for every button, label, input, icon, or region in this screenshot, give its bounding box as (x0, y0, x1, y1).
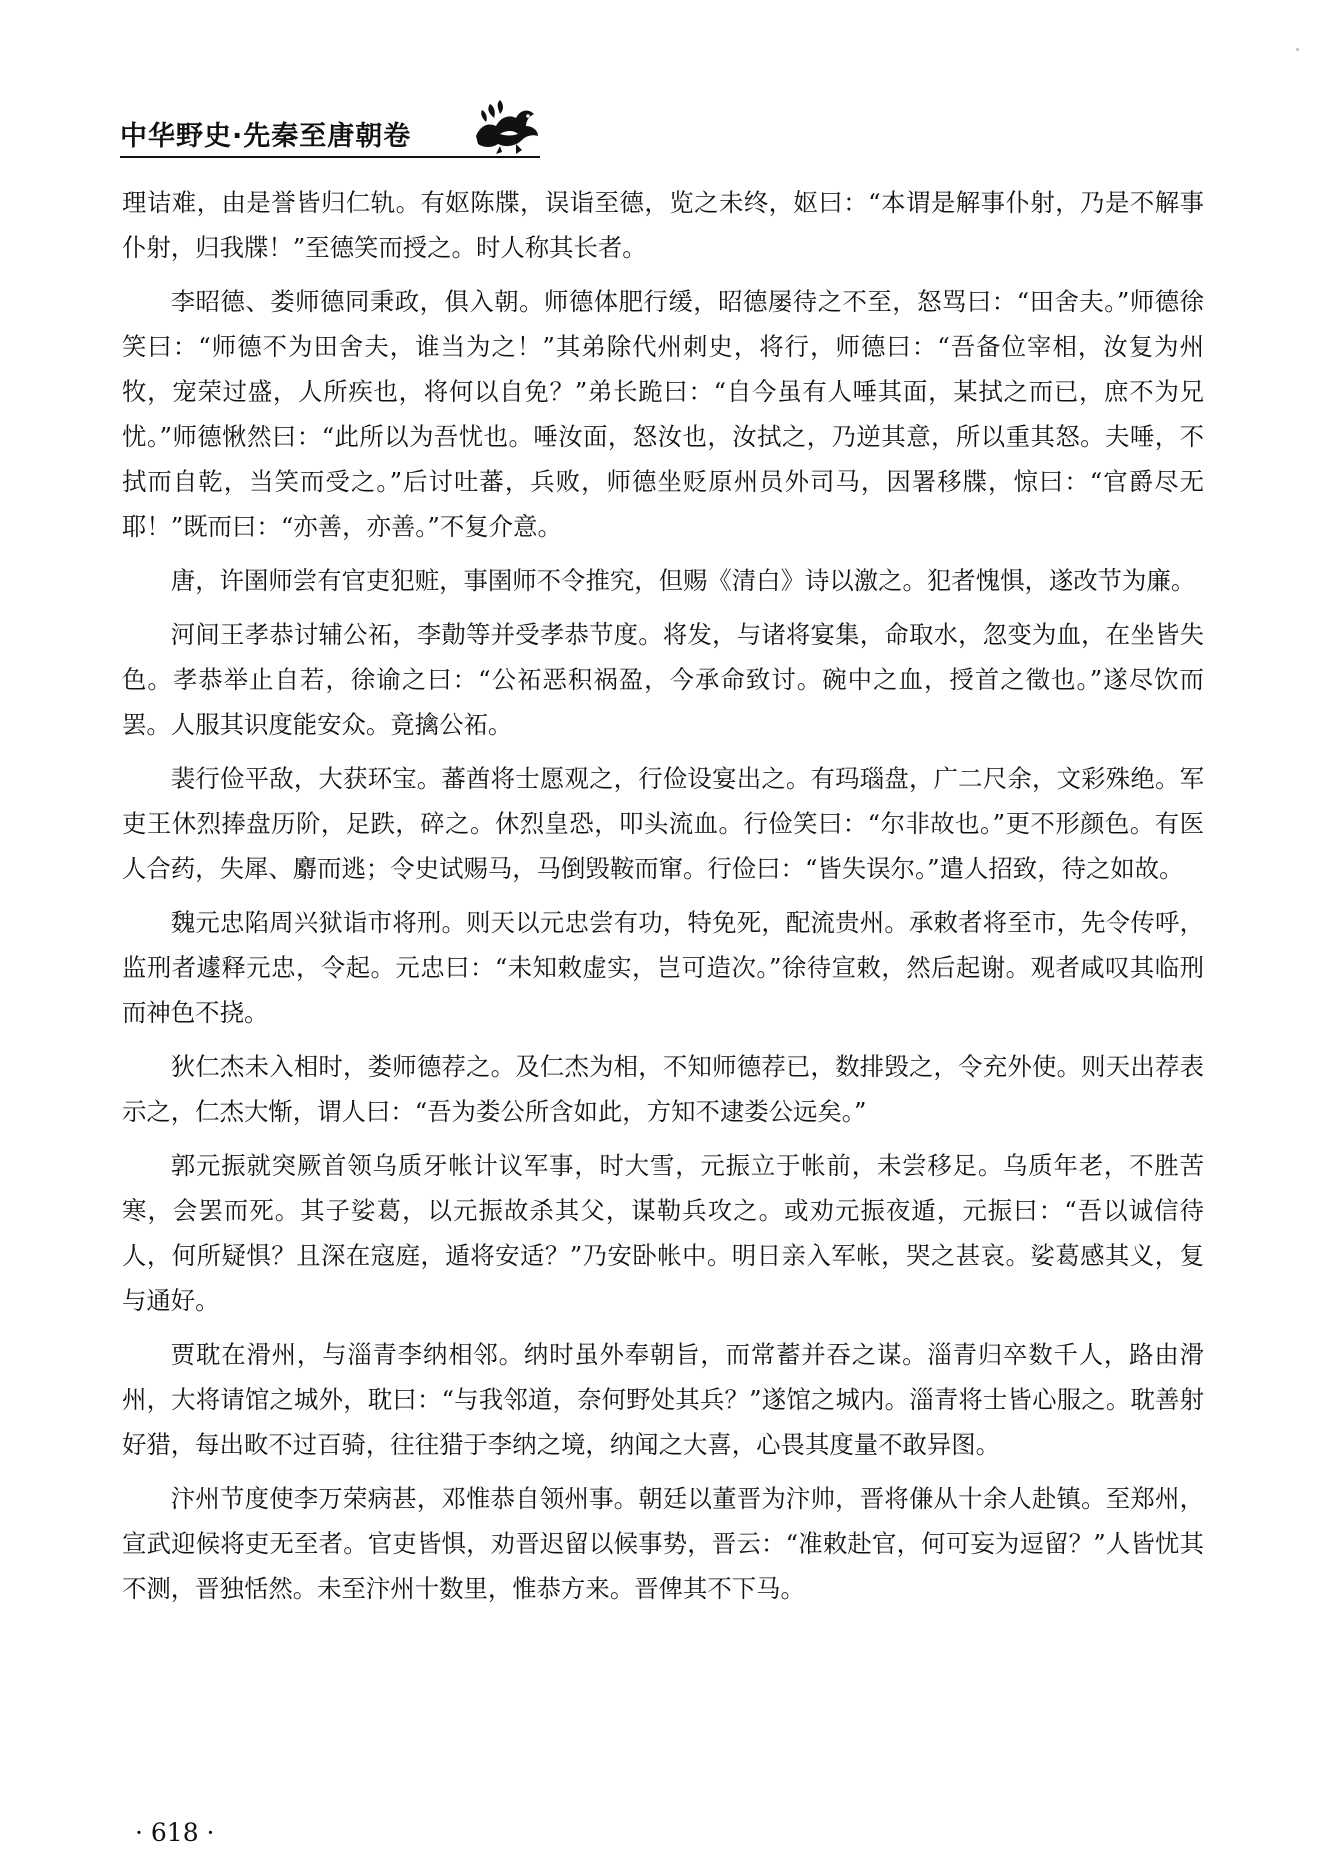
paragraph: 唐，许圉师尝有官吏犯赃，事圉师不令推究，但赐《清白》诗以激之。犯者愧惧，遂改节为廉。 (170, 566, 1196, 595)
paragraph: 裴行俭平敌，大获环宝。蕃酋将士愿观之，行俭设宴出之。有玛瑙盘，广二尺余，文彩殊绝。军吏王休烈捧盘历阶，足跌，碎之。休烈皇恐，叩头流血。行俭笑曰：“尔非故也。”更不形颜色。有医人合药，失犀、麝而逃；令史试赐马，马倒毁鞍而窜。行俭曰：“皆失误尔。”遣人招致，待之如故。 (122, 764, 1204, 883)
page-number: · 618 · (135, 1818, 215, 1847)
dragon-emblem-icon (470, 96, 542, 156)
body-text (122, 180, 1204, 1620)
paper-speck (1296, 48, 1299, 51)
paragraph: 李昭德、娄师德同秉政，俱入朝。师德体肥行缓，昭德屡待之不至，怒骂曰：“田舍夫。”师德徐笑曰：“师德不为田舍夫，谁当为之！”其弟除代州刺史，将行，师德曰：“吾备位宰相，汝复为州牧，宠荣过盛，人所疾也，将何以自免？”弟长跪曰：“自今虽有人唾其面，某拭之而已，庶不为兄忧。”师德愀然曰：“此所以为吾忧也。唾汝面，怒汝也，汝拭之，乃逆其意，所以重其怒。夫唾，不拭而自乾，当笑而受之。”后讨吐蕃，兵败，师德坐贬原州员外司马，因署移牒，惊曰：“官爵尽无耶！”既而曰：“亦善，亦善。”不复介意。 (122, 287, 1204, 541)
paragraph: 魏元忠陷周兴狱诣市将刑。则天以元忠尝有功，特免死，配流贵州。承敕者将至市，先令传呼，监刑者遽释元忠，令起。元忠曰：“未知敕虚实，岂可造次。”徐待宣敕，然后起谢。观者咸叹其临刑而神色不挠。 (122, 908, 1204, 1027)
paragraph: 贾耽在滑州，与淄青李纳相邻。纳时虽外奉朝旨，而常蓄并吞之谋。淄青归卒数千人，路由滑州，大将请馆之城外，耽曰：“与我邻道，奈何野处其兵？”遂馆之城内。淄青将士皆心服之。耽善射好猎，每出畋不过百骑，往往猎于李纳之境，纳闻之大喜，心畏其度量不敢异图。 (122, 1340, 1204, 1459)
paragraph: 郭元振就突厥首领乌质牙帐计议军事，时大雪，元振立于帐前，未尝移足。乌质年老，不胜苦寒，会罢而死。其子娑葛，以元振故杀其父，谋勒兵攻之。或劝元振夜遁，元振曰：“吾以诚信待人，何所疑惧？且深在寇庭，遁将安适？”乃安卧帐中。明日亲入军帐，哭之甚哀。娑葛感其义，复与通好。 (122, 1151, 1204, 1315)
paragraph: 理诘难，由是誉皆归仁轨。有妪陈牒，误诣至德，览之未终，妪曰：“本谓是解事仆射，乃是不解事仆射，归我牒！”至德笑而授之。时人称其长者。 (122, 188, 1204, 262)
paragraph: 汴州节度使李万荣病甚，邓惟恭自领州事。朝廷以董晋为汴帅，晋将傔从十余人赴镇。至郑州，宣武迎候将吏无至者。官吏皆惧，劝晋迟留以候事势，晋云：“准敕赴官，何可妄为逗留？”人皆忧其不测，晋独恬然。未至汴州十数里，惟恭方来。晋俾其不下马。 (122, 1484, 1204, 1603)
paragraph: 狄仁杰未入相时，娄师德荐之。及仁杰为相，不知师德荐已，数排毁之，令充外使。则天出荐表示之，仁杰大惭，谓人曰：“吾为娄公所含如此，方知不逮娄公远矣。” (122, 1052, 1204, 1126)
header-rule (120, 156, 540, 158)
paragraph: 河间王孝恭讨辅公祏，李勣等并受孝恭节度。将发，与诸将宴集，命取水，忽变为血，在坐皆失色。孝恭举止自若，徐谕之曰：“公祏恶积祸盈，今承命致讨。碗中之血，授首之徵也。”遂尽饮而罢。人服其识度能安众。竟擒公祏。 (122, 620, 1204, 739)
running-header-title: 中华野史·先秦至唐朝卷 (120, 121, 412, 152)
